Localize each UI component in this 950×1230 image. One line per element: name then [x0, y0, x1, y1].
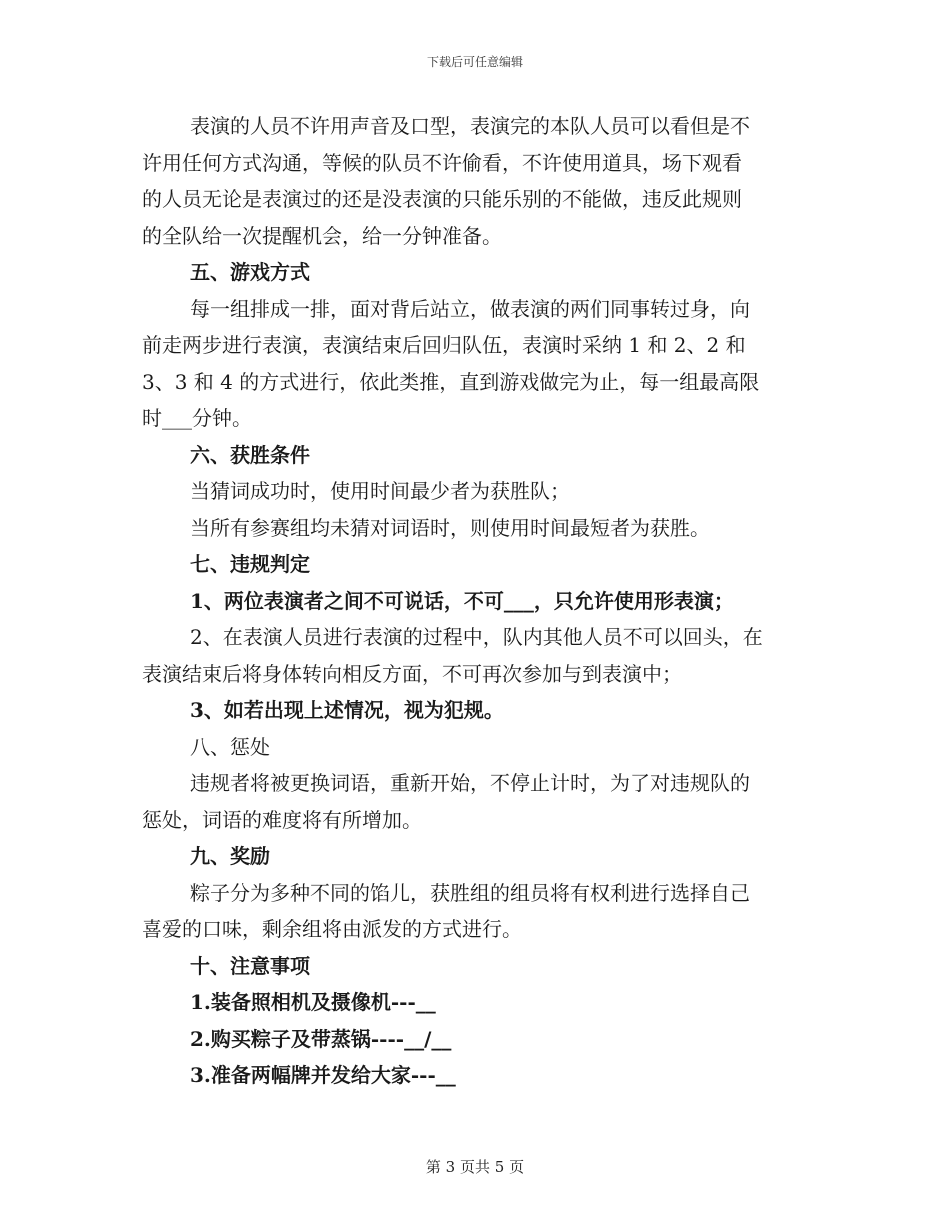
text-line: 粽子分为多种不同的馅儿，获胜组的组员将有权利进行选择自己 [190, 880, 750, 905]
text-line: 2、在表演人员进行表演的过程中，队内其他人员不可以回头，在 [190, 625, 763, 649]
text-line: 违规者将被更换词语，重新开始，不停止计时，为了对违规队的 [190, 771, 750, 795]
text-line: 每一组排成一排，面对背后站立，做表演的两们同事转过身，向 [190, 296, 750, 321]
text-line: 表演结束后将身体转向相反方面，不可再次参加与到表演中； [142, 661, 682, 686]
text-line: 当所有参赛组均未猜对词语时，则使用时间最短者为获胜。 [190, 515, 710, 540]
text-line: 许用任何方式沟通，等候的队员不许偷看，不许使用道具，场下观看 [142, 150, 742, 175]
text-line: 1、两位表演者之间不可说话，不可___，只允许使用形表演； [190, 588, 734, 613]
text-line: 六、获胜条件 [190, 442, 310, 467]
text-line: 1.装备照相机及摄像机---__ [190, 990, 436, 1014]
text-line: 的人员无论是表演过的还是没表演的只能乐别的不能做，违反此规则 [142, 187, 742, 211]
text-line: 2.购买粽子及带蒸锅----__/__ [190, 1026, 452, 1051]
text-line: 前走两步进行表演，表演结束后回归队伍，表演时采纳 1 和 2、2 和 [142, 333, 746, 357]
text-line: 当猜词成功时，使用时间最少者为获胜队； [190, 479, 570, 503]
page-footer: 第 3 页共 5 页 [425, 1158, 525, 1176]
text-line: 惩处，词语的难度将有所增加。 [142, 807, 422, 832]
document-body [142, 108, 807, 1094]
text-line: 时___分钟。 [142, 406, 252, 430]
text-line: 七、违规判定 [190, 552, 310, 576]
text-line: 表演的人员不许用声音及口型，表演完的本队人员可以看但是不 [190, 114, 750, 138]
text-line: 九、奖励 [190, 844, 270, 868]
text-line: 十、注意事项 [190, 953, 310, 978]
text-line: 喜爱的口味，剩余组将由派发的方式进行。 [142, 917, 522, 941]
text-line: 的全队给一次提醒机会，给一分钟准备。 [142, 223, 502, 248]
text-line: 3、如若出现上述情况，视为犯规。 [190, 698, 504, 722]
text-line: 五、游戏方式 [190, 260, 310, 284]
text-line: 八、惩处 [190, 734, 270, 759]
page-header: 下载后可任意编辑 [426, 55, 523, 69]
text-line: 3、3 和 4 的方式进行，依此类推，直到游戏做完为止，每一组最高限 [142, 369, 760, 394]
text-line: 3.准备两幅牌并发给大家---__ [190, 1063, 456, 1087]
